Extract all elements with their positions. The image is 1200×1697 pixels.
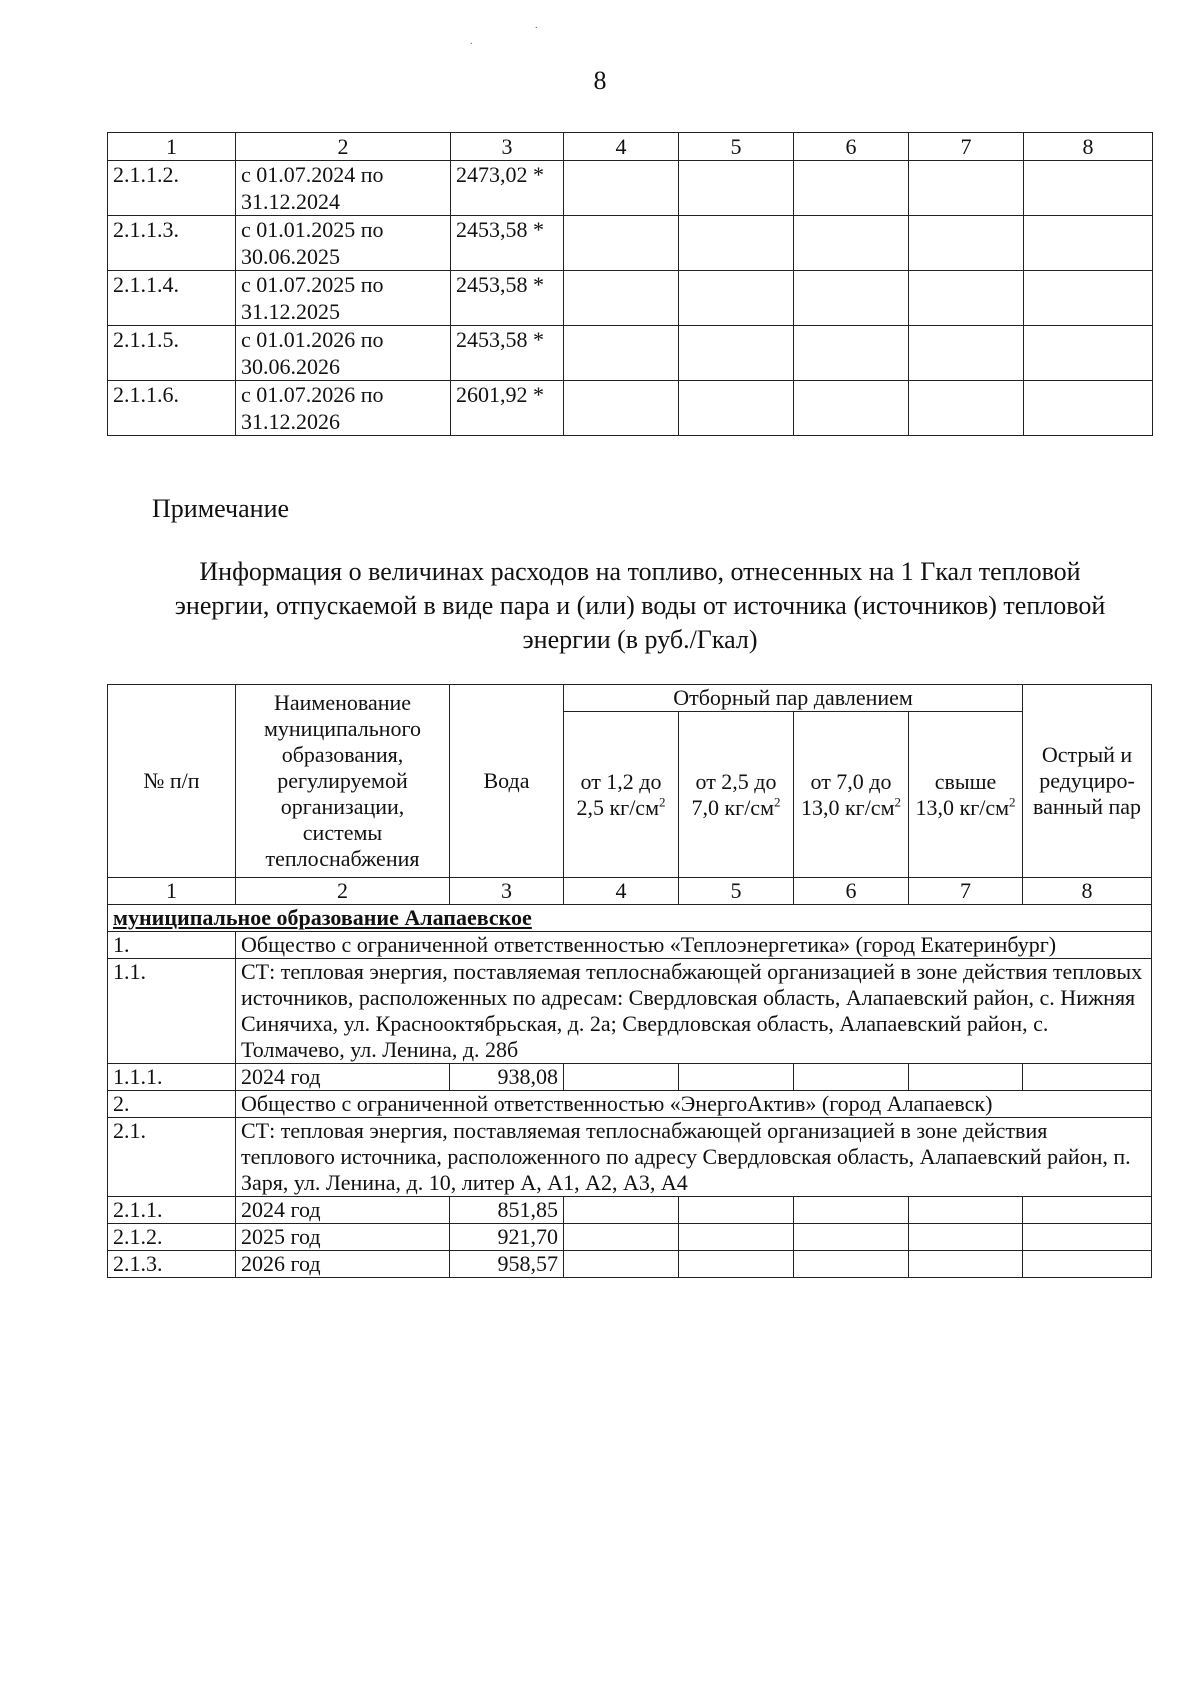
municipality-name: муниципальное образование Алапаевское — [108, 905, 1152, 932]
empty-cell — [1023, 1197, 1152, 1224]
table-row — [108, 1197, 1152, 1224]
empty-cell — [794, 1224, 909, 1251]
empty-cell — [909, 161, 1024, 216]
organization-row — [108, 932, 1152, 959]
empty-cell — [794, 381, 909, 436]
organization-name: Общество с ограниченной ответственностью «Теплоэнергетика» (город Екатеринбург) — [236, 932, 1152, 959]
table-row — [108, 1251, 1152, 1278]
row-period: с 01.01.2026 по 30.06.2026 — [236, 326, 451, 381]
row-water-value: 938,08 — [450, 1064, 564, 1091]
column-number: 2 — [236, 878, 450, 905]
table-row — [108, 1224, 1152, 1251]
empty-cell — [909, 216, 1024, 271]
header-water: Вода — [450, 685, 564, 878]
row-number: 2.1.3. — [108, 1251, 236, 1278]
header-steam-group: Отборный пар давлением — [564, 685, 1023, 712]
row-number: 2.1.1. — [108, 1197, 236, 1224]
empty-cell — [564, 381, 679, 436]
empty-cell — [794, 161, 909, 216]
empty-cell — [909, 1197, 1023, 1224]
column-number: 5 — [679, 133, 794, 161]
row-value: 2453,58 * — [451, 271, 564, 326]
organization-row — [108, 1091, 1152, 1118]
column-number: 4 — [564, 878, 679, 905]
empty-cell — [564, 326, 679, 381]
row-period: с 01.07.2025 по 31.12.2025 — [236, 271, 451, 326]
supply-system-row — [108, 959, 1152, 1064]
column-number: 5 — [679, 878, 794, 905]
row-year: 2024 год — [236, 1064, 450, 1091]
empty-cell — [794, 271, 909, 326]
empty-cell — [679, 381, 794, 436]
empty-cell — [1023, 1251, 1152, 1278]
fuel-cost-table — [107, 684, 1152, 1278]
column-number: 1 — [108, 878, 236, 905]
empty-cell — [679, 1224, 794, 1251]
column-number: 1 — [108, 133, 236, 161]
empty-cell — [1024, 271, 1153, 326]
empty-cell — [909, 381, 1024, 436]
note-label: Примечание — [152, 494, 290, 523]
row-number: 2.1.1.6. — [108, 381, 236, 436]
empty-cell — [679, 1197, 794, 1224]
row-period: с 01.01.2025 по 30.06.2025 — [236, 216, 451, 271]
empty-cell — [909, 326, 1024, 381]
empty-cell — [564, 1064, 679, 1091]
row-number: 2.1.1.2. — [108, 161, 236, 216]
row-number: 1. — [108, 932, 236, 959]
row-value: 2473,02 * — [451, 161, 564, 216]
empty-cell — [1024, 326, 1153, 381]
supply-system-description: СТ: тепловая энергия, поставляемая теплоснабжающей организацией в зоне действия теплового источника, расположенного по адресу Свердловская область, Алапаевский район, п. Заря, ул. Ленина, д. 10, литер А, А1, А2, А3, А4 — [236, 1118, 1152, 1197]
row-number: 1.1.1. — [108, 1064, 236, 1091]
row-number: 2.1. — [108, 1118, 236, 1197]
empty-cell — [679, 271, 794, 326]
empty-cell — [679, 161, 794, 216]
organization-name: Общество с ограниченной ответственностью «ЭнергоАктив» (город Алапаевск) — [236, 1091, 1152, 1118]
column-number: 8 — [1024, 133, 1153, 161]
column-number: 7 — [909, 878, 1023, 905]
empty-cell — [564, 1251, 679, 1278]
row-period: с 01.07.2026 по 31.12.2026 — [236, 381, 451, 436]
supply-system-row — [108, 1118, 1152, 1197]
empty-cell — [1024, 161, 1153, 216]
row-year: 2025 год — [236, 1224, 450, 1251]
column-number: 3 — [450, 878, 564, 905]
empty-cell — [1023, 1064, 1152, 1091]
header-row — [108, 685, 1152, 712]
municipality-row — [108, 905, 1152, 932]
empty-cell — [564, 1197, 679, 1224]
row-number: 2. — [108, 1091, 236, 1118]
empty-cell — [794, 326, 909, 381]
row-year: 2024 год — [236, 1197, 450, 1224]
header-sharp-steam: Острый и редуциро-ванный пар — [1023, 685, 1152, 878]
empty-cell — [794, 1197, 909, 1224]
row-number: 2.1.2. — [108, 1224, 236, 1251]
empty-cell — [679, 216, 794, 271]
table-row — [108, 381, 1153, 436]
table-row — [108, 271, 1153, 326]
empty-cell — [1024, 216, 1153, 271]
column-number: 8 — [1023, 878, 1152, 905]
note-title: Информация о величинах расходов на топливо, отнесенных на 1 Гкал тепловой энергии, отпускаемой в виде пара и (или) воды от источника (источников) тепловой энергии (в руб./Гкал) — [174, 557, 1106, 654]
column-number: 3 — [451, 133, 564, 161]
row-value: 2453,58 * — [451, 216, 564, 271]
header-pressure-1: от 1,2 до 2,5 $кг/см^2$ — [564, 712, 679, 878]
empty-cell — [1023, 1224, 1152, 1251]
row-number: 2.1.1.4. — [108, 271, 236, 326]
column-number: 7 — [909, 133, 1024, 161]
empty-cell — [564, 271, 679, 326]
empty-cell — [564, 216, 679, 271]
empty-cell — [564, 1224, 679, 1251]
empty-cell — [679, 326, 794, 381]
empty-cell — [909, 1064, 1023, 1091]
row-value: 2453,58 * — [451, 326, 564, 381]
supply-system-description: СТ: тепловая энергия, поставляемая теплоснабжающей организацией в зоне действия тепловых источников, расположенных по адресам: Свердловская область, Алапаевский район, с. Нижняя Синячиха, ул. Краснооктябрьская, д. 2а; Свердловская область, Алапаевский район, с. Толмачево, ул. Ленина, д. 28б — [236, 959, 1152, 1064]
empty-cell — [564, 161, 679, 216]
scan-speck: . — [535, 20, 538, 31]
table-row — [108, 1064, 1152, 1091]
empty-cell — [909, 1224, 1023, 1251]
row-water-value: 958,57 — [450, 1251, 564, 1278]
column-number: 6 — [794, 133, 909, 161]
table-row — [108, 161, 1153, 216]
column-number: 4 — [564, 133, 679, 161]
table-row — [108, 326, 1153, 381]
empty-cell — [794, 1064, 909, 1091]
empty-cell — [909, 1251, 1023, 1278]
row-number: 1.1. — [108, 959, 236, 1064]
row-period: с 01.07.2024 по 31.12.2024 — [236, 161, 451, 216]
row-water-value: 921,70 — [450, 1224, 564, 1251]
scan-speck: . — [470, 36, 473, 47]
page-number: 8 — [593, 66, 607, 95]
table-header-row — [108, 133, 1153, 161]
column-number: 6 — [794, 878, 909, 905]
row-value: 2601,92 * — [451, 381, 564, 436]
table-row — [108, 216, 1153, 271]
empty-cell — [794, 1251, 909, 1278]
empty-cell — [794, 216, 909, 271]
header-pressure-4: свыше 13,0 $кг/см^2$ — [909, 712, 1023, 878]
header-num: № п/п — [108, 685, 236, 878]
empty-cell — [1024, 381, 1153, 436]
header-pressure-2: от 2,5 до 7,0 $кг/см^2$ — [679, 712, 794, 878]
empty-cell — [909, 271, 1024, 326]
header-pressure-3: от 7,0 до 13,0 $кг/см^2$ — [794, 712, 909, 878]
row-number: 2.1.1.5. — [108, 326, 236, 381]
row-water-value: 851,85 — [450, 1197, 564, 1224]
column-number: 2 — [236, 133, 451, 161]
column-numbers-row — [108, 878, 1152, 905]
row-year: 2026 год — [236, 1251, 450, 1278]
tariff-table — [107, 132, 1153, 436]
row-number: 2.1.1.3. — [108, 216, 236, 271]
header-name: Наименование муниципального образования, регулируемой организации, системы теплоснабжения — [236, 685, 450, 878]
empty-cell — [679, 1064, 794, 1091]
empty-cell — [679, 1251, 794, 1278]
